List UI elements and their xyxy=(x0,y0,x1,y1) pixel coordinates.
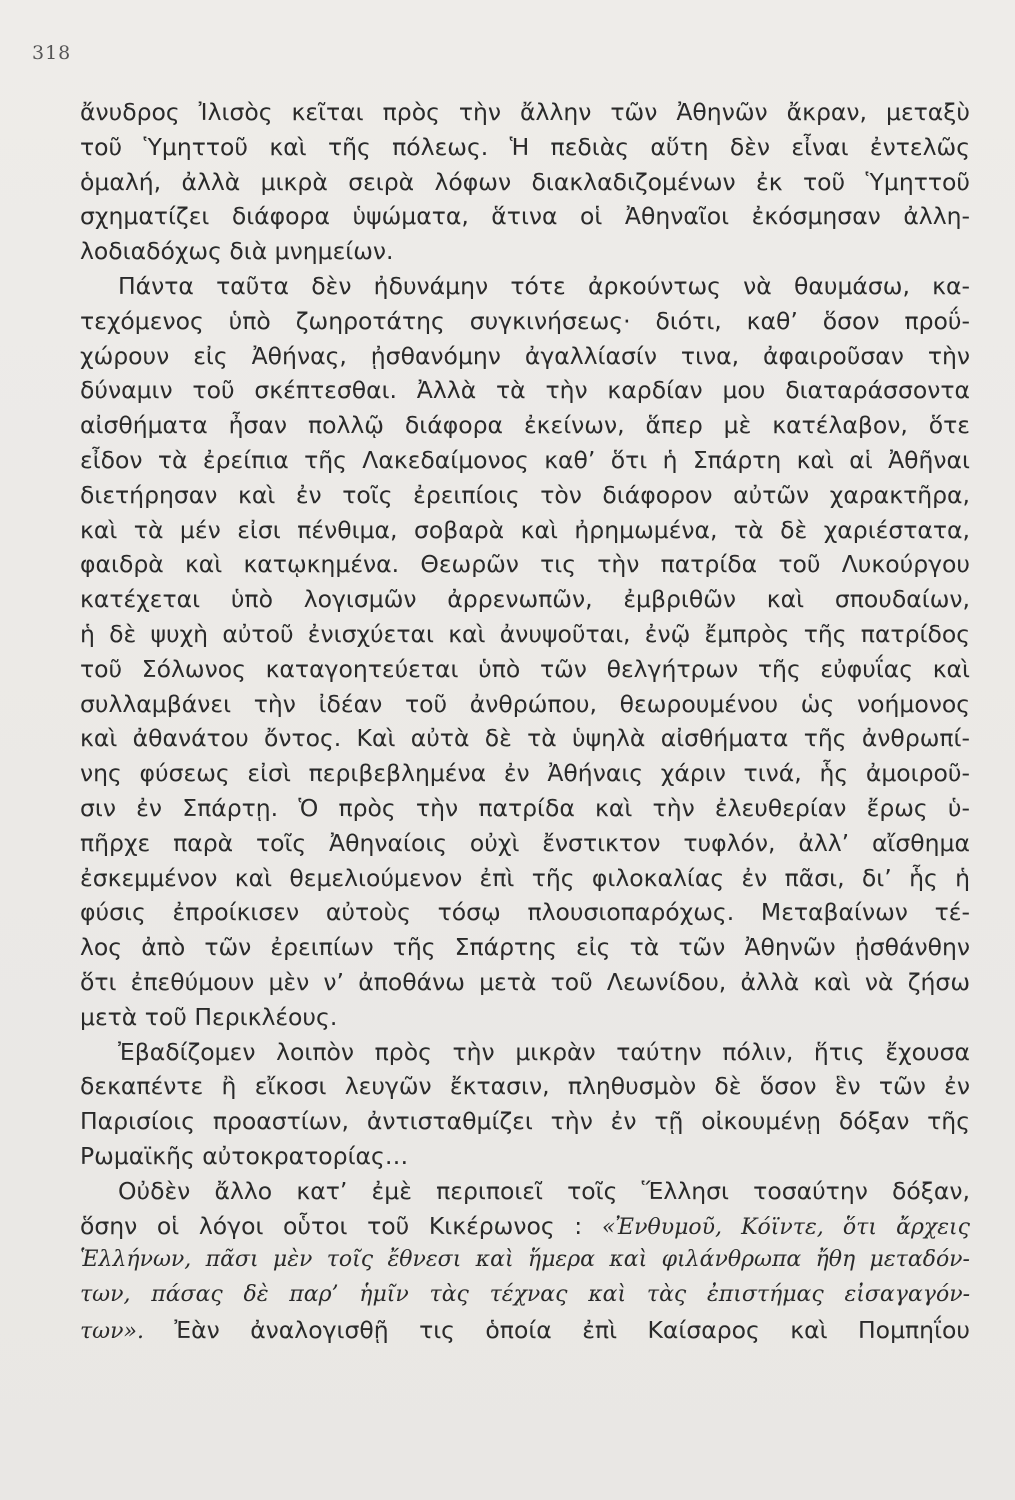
text-line: ὁμαλή, ἀλλὰ μικρὰ σειρὰ λόφων διακλαδιζομένων ἐκ τοῦ Ὑμηττοῦ xyxy=(80,167,970,196)
text-line: τοῦ Ὑμηττοῦ καὶ τῆς πόλεως. Ἡ πεδιὰς αὕτη δὲν εἶναι ἐντελῶς xyxy=(80,132,970,161)
text-segment: Ἐὰν ἀναλογισθῇ τις ὁποία ἐπὶ Καίσαρος καὶ Πομπηΐου xyxy=(174,1315,970,1344)
paragraph-start-line: Οὐδὲν ἄλλο κατ’ ἐμὲ περιποιεῖ τοῖς Ἕλλησι τοσαύτην δόξαν, xyxy=(118,1176,970,1205)
text-line: εἶδον τὰ ἐρείπια τῆς Λακεδαίμονος καθ’ ὅτι ἡ Σπάρτη καὶ αἱ Ἀθῆναι xyxy=(80,445,970,474)
text-line: ὅτι ἐπεθύμουν μὲν ν’ ἀποθάνω μετὰ τοῦ Λεωνίδου, ἀλλὰ καὶ νὰ ζήσω xyxy=(80,967,970,996)
text-line: διετήρησαν καὶ ἐν τοῖς ἐρειπίοις τὸν διάφορον αὐτῶν χαρακτῆρα, xyxy=(80,480,970,509)
text-line: Ρωμαϊκῆς αὐτοκρατορίας… xyxy=(80,1141,409,1170)
text-line: καὶ ἀθανάτου ὄντος. Καὶ αὐτὰ δὲ τὰ ὑψηλὰ αἰσθήματα τῆς ἀνθρωπί- xyxy=(80,724,970,753)
page-number: 318 xyxy=(32,42,72,64)
text-line: φαιδρὰ καὶ κατῳκημένα. Θεωρῶν τις τὴν πατρίδα τοῦ Λυκούργου xyxy=(80,550,970,579)
text-line: ἐσκεμμένον καὶ θεμελιούμενον ἐπὶ τῆς φιλοκαλίας ἐν πᾶσι, δι’ ἧς ἡ xyxy=(80,863,970,892)
text-line: συλλαμβάνει τὴν ἰδέαν τοῦ ἀνθρώπου, θεωρουμένου ὡς νοήμονος xyxy=(80,689,970,718)
body-text xyxy=(80,95,970,1348)
text-line: λος ἀπὸ τῶν ἐρειπίων τῆς Σπάρτης εἰς τὰ τῶν Ἀθηνῶν ᾐσθάνθην xyxy=(80,933,970,962)
text-line: πῆρχε παρὰ τοῖς Ἀθηναίοις οὐχὶ ἔνστικτον τυφλόν, ἀλλ’ αἴσθημα xyxy=(80,828,970,857)
text-line: σιν ἐν Σπάρτῃ. Ὁ πρὸς τὴν πατρίδα καὶ τὴν ἐλευθερίαν ἔρως ὑ- xyxy=(80,793,970,822)
text-line: ἄνυδρος Ἰλισὸς κεῖται πρὸς τὴν ἄλλην τῶν Ἀθηνῶν ἄκραν, μεταξὺ xyxy=(80,98,970,126)
text-line: δύναμιν τοῦ σκέπτεσθαι. Ἀλλὰ τὰ τὴν καρδίαν μου διαταράσσοντα xyxy=(80,376,970,405)
text-line: καὶ τὰ μέν εἰσι πένθιμα, σοβαρὰ καὶ ἠρημωμένα, τὰ δὲ χαριέστατα, xyxy=(80,515,970,544)
paragraph-start-line: Πάντα ταῦτα δὲν ἠδυνάμην τότε ἀρκούντως νὰ θαυμάσω, κα- xyxy=(118,271,970,300)
text-line: κατέχεται ὑπὸ λογισμῶν ἀρρενωπῶν, ἐμβριθῶν καὶ σπουδαίων, xyxy=(80,585,970,614)
paragraph-start-line: Ἐβαδίζομεν λοιπὸν πρὸς τὴν μικρὰν ταύτην πόλιν, ἥτις ἔχουσα xyxy=(118,1037,970,1066)
text-line: φύσις ἐπροίκισεν αὐτοὺς τόσῳ πλουσιοπαρόχως. Μεταβαίνων τέ- xyxy=(80,898,970,927)
text-line: ἡ δὲ ψυχὴ αὐτοῦ ἐνισχύεται καὶ ἀνυψοῦται, ἐνῷ ἔμπρὸς τῆς πατρίδος xyxy=(80,619,970,648)
text-line: τοῦ Σόλωνος καταγοητεύεται ὑπὸ τῶν θελγήτρων τῆς εὐφυΐας καὶ xyxy=(80,654,970,683)
quote-line: Ἑλλήνων, πᾶσι μὲν τοῖς ἔθνεσι καὶ ἥμερα καὶ φιλάνθρωπα ἤθη μεταδόν- xyxy=(80,1247,970,1273)
quote-segment: των». xyxy=(80,1318,144,1344)
text-line-with-quote xyxy=(80,1209,970,1244)
text-line: νης φύσεως εἰσὶ περιβεβλημένα ἐν Ἀθήναις χάριν τινά, ἧς ἀμοιροῦ- xyxy=(80,759,970,788)
text-line: τεχόμενος ὑπὸ ζωηροτάτης συγκινήσεως· διότι, καθ’ ὅσον προΰ- xyxy=(80,306,970,335)
text-line: δεκαπέντε ἢ εἴκοσι λευγῶν ἔκτασιν, πληθυσμὸν δὲ ὅσον ἓν τῶν ἐν xyxy=(80,1072,970,1101)
quote-line: των, πάσας δὲ παρ’ ἡμῖν τὰς τέχνας καὶ τὰς ἐπιστήμας εἰσαγαγόν- xyxy=(80,1282,970,1308)
quote-segment: «Ἐνθυμοῦ, Κόϊντε, ὅτι ἄρχεις xyxy=(601,1214,970,1240)
text-line: σχηματίζει διάφορα ὑψώματα, ἅτινα οἱ Ἀθηναῖοι ἐκόσμησαν ἀλλη- xyxy=(80,202,970,231)
text-line: μετὰ τοῦ Περικλέους. xyxy=(80,1002,338,1031)
text-line: χώρουν εἰς Ἀθήνας, ᾐσθανόμην ἀγαλλίασίν τινα, ἀφαιροῦσαν τὴν xyxy=(80,341,970,370)
text-line: λοδιαδόχως διὰ μνημείων. xyxy=(80,237,394,266)
text-line: Παρισίοις προαστίων, ἀντισταθμίζει τὴν ἐν τῇ οἰκουμένῃ δόξαν τῆς xyxy=(80,1107,970,1136)
text-segment: ὅσην οἱ λόγοι οὗτοι τοῦ Κικέρωνος : xyxy=(80,1211,583,1240)
text-line-with-quote xyxy=(80,1313,970,1348)
text-line: αἰσθήματα ἦσαν πολλῷ διάφορα ἐκείνων, ἅπερ μὲ κατέλαβον, ὅτε xyxy=(80,411,970,440)
